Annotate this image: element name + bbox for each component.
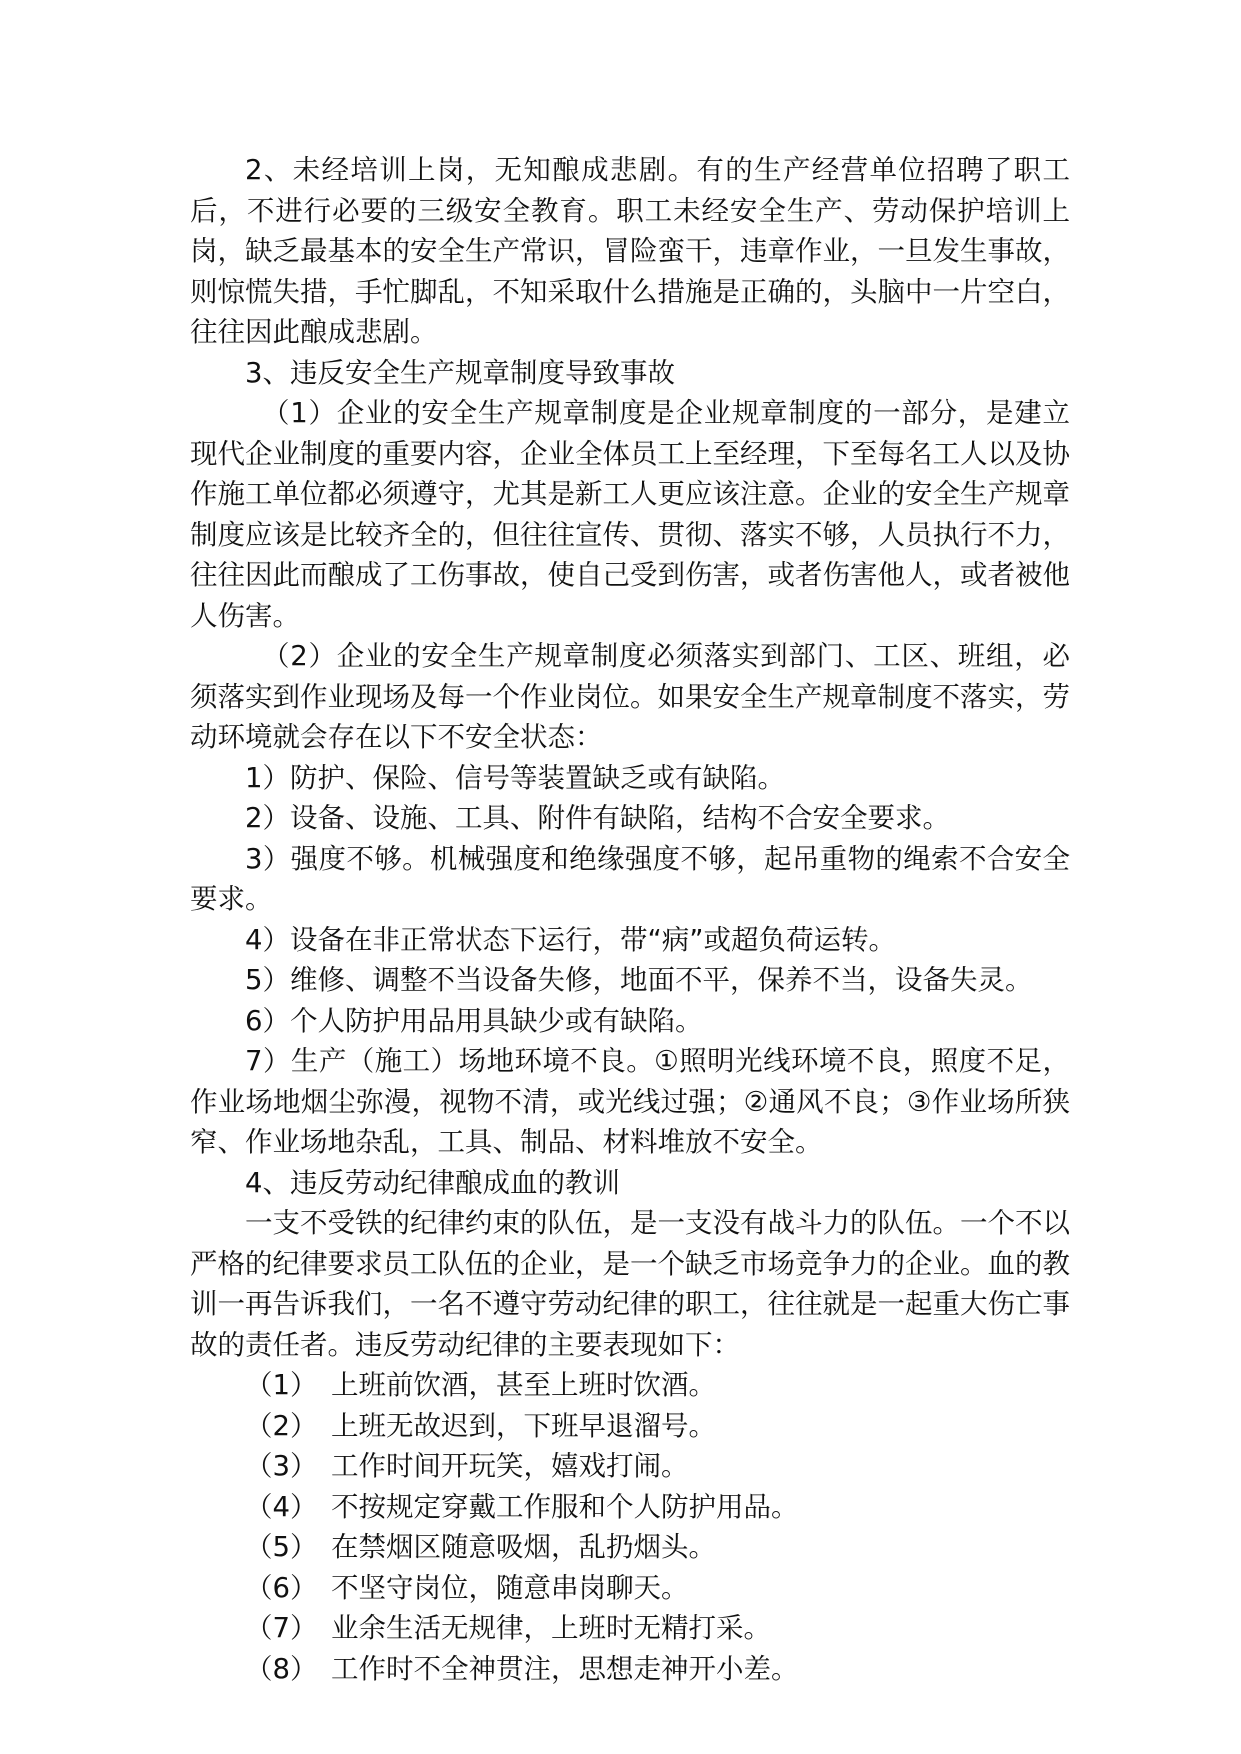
list-item: [190, 1406, 1070, 1447]
list-item: [190, 1527, 1070, 1568]
document-page: [190, 150, 1070, 1689]
list-item-text: 不按规定穿戴工作服和个人防护用品。: [331, 1490, 799, 1523]
list-item-number: （4）: [245, 1490, 318, 1523]
section-3-item-2-paragraph: （2）企业的安全生产规章制度必须落实到部门、工区、班组，必须落实到作业现场及每一个作业岗位。如果安全生产规章制度不落实，劳动环境就会存在以下不安全状态：: [190, 640, 1070, 753]
section-3-heading: 3、违反安全生产规章制度导致事故: [245, 356, 675, 389]
list-item-text: 上班无故迟到，下班早退溜号。: [331, 1409, 716, 1442]
list-item-text: 不坚守岗位，随意串岗聊天。: [331, 1571, 689, 1604]
list-item-text: 业余生活无规律，上班时无精打采。: [331, 1612, 771, 1644]
unsafe-state-item-1: 1）防护、保险、信号等装置缺乏或有缺陷。: [245, 761, 785, 794]
unsafe-state-item-6: 6）个人防护用品用具缺少或有缺陷。: [245, 1004, 703, 1037]
unsafe-state-item-7: 7）生产（施工）场地环境不良。①照明光线环境不良，照度不足，作业场地烟尘弥漫，视物不清，或光线过强；②通风不良；③作业场所狭窄、作业场地杂乱，工具、制品、材料堆放不安全。: [190, 1045, 1070, 1158]
unsafe-state-item-5: 5）维修、调整不当设备失修，地面不平，保养不当，设备失灵。: [245, 964, 1033, 996]
list-item: [190, 1568, 1070, 1609]
unsafe-state-item-2: 2）设备、设施、工具、附件有缺陷，结构不合安全要求。: [245, 802, 950, 834]
list-item-number: （1）: [245, 1369, 318, 1401]
list-item-number: （2）: [245, 1409, 318, 1442]
list-item: [190, 1608, 1070, 1649]
list-item: [190, 1649, 1070, 1690]
list-item-number: （6）: [245, 1571, 318, 1604]
unsafe-state-item-4: 4）设备在非正常状态下运行，带“病”或超负荷运转。: [245, 923, 896, 956]
list-item-number: （7）: [245, 1612, 318, 1644]
list-item-text: 在禁烟区随意吸烟，乱扔烟头。: [331, 1531, 716, 1563]
unsafe-state-item-3: 3）强度不够。机械强度和绝缘强度不够，起吊重物的绳索不合安全要求。: [190, 842, 1070, 915]
list-item: [190, 1446, 1070, 1487]
list-item-number: （5）: [245, 1531, 318, 1563]
list-item: [190, 1487, 1070, 1528]
list-item-number: （8）: [245, 1652, 318, 1685]
list-item-text: 工作时不全神贯注，思想走神开小差。: [331, 1652, 799, 1685]
section-2-paragraph: 2、未经培训上岗，无知酿成悲剧。有的生产经营单位招聘了职工后，不进行必要的三级安全教育。职工未经安全生产、劳动保护培训上岗，缺乏最基本的安全生产常识，冒险蛮干，违章作业，一旦发生事故，则惊慌失措，手忙脚乱，不知采取什么措施是正确的，头脑中一片空白，往往因此酿成悲剧。: [190, 154, 1070, 348]
section-4-paragraph: 一支不受铁的纪律约束的队伍，是一支没有战斗力的队伍。一个不以严格的纪律要求员工队伍的企业，是一个缺乏市场竞争力的企业。血的教训一再告诉我们，一名不遵守劳动纪律的职工，往往就是一起重大伤亡事故的责任者。违反劳动纪律的主要表现如下：: [190, 1207, 1070, 1361]
section-3-item-1-paragraph: （1）企业的安全生产规章制度是企业规章制度的一部分，是建立现代企业制度的重要内容，企业全体员工上至经理，下至每名工人以及协作施工单位都必须遵守，尤其是新工人更应该注意。企业的安全生产规章制度应该是比较齐全的，但往往宣传、贯彻、落实不够，人员执行不力，往往因此而酿成了工伤事故，使自己受到伤害，或者伤害他人，或者被他人伤害。: [190, 397, 1070, 632]
list-item-text: 工作时间开玩笑，嬉戏打闹。: [331, 1450, 689, 1482]
violation-list: [190, 1365, 1070, 1689]
section-4-heading: 4、违反劳动纪律酿成血的教训: [245, 1166, 620, 1199]
list-item-number: （3）: [245, 1450, 318, 1482]
list-item: [190, 1365, 1070, 1406]
list-item-text: 上班前饮酒，甚至上班时饮酒。: [331, 1369, 716, 1401]
